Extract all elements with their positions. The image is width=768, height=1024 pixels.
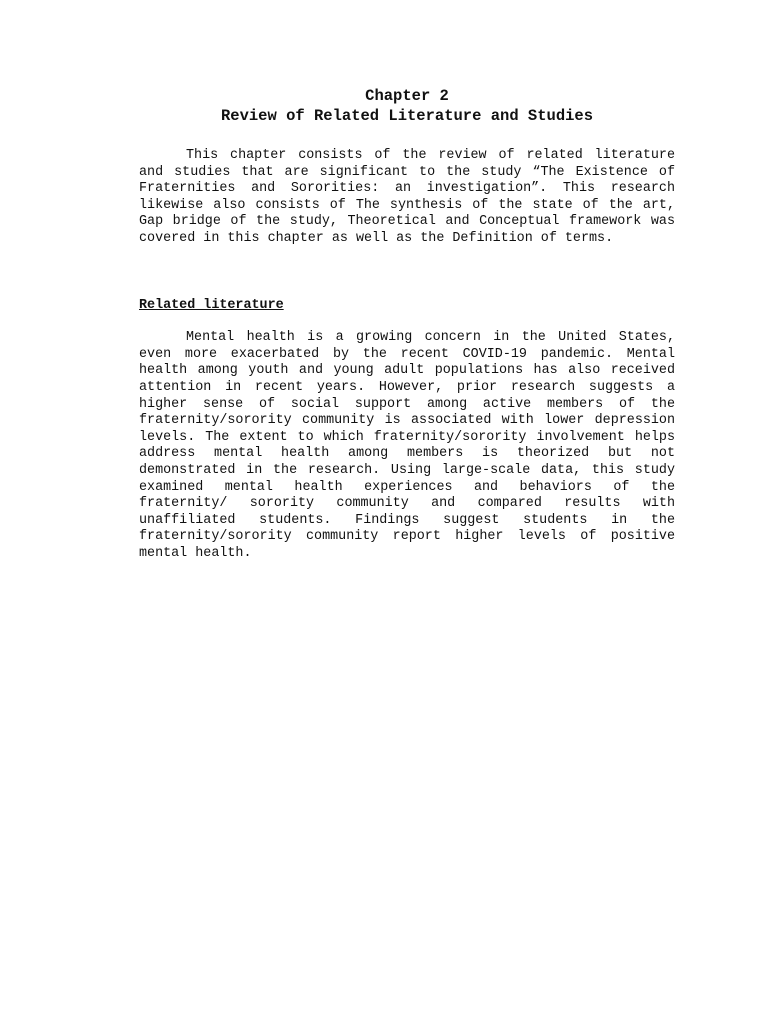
intro-paragraph: This chapter consists of the review of related literature and studies that are significant to the study “The Existence of Fraternities and Sororities: an investigation”. This research likewise also consists of The synthesis of the state of the art, Gap bridge of the study, Theoretical and Conceptual framework was covered in this chapter as well as the Definition of terms. [139, 148, 675, 246]
chapter-title: Review of Related Literature and Studies [220, 107, 594, 125]
document-page [139, 86, 675, 562]
chapter-number: Chapter 2 [365, 87, 449, 105]
related-literature-paragraph: Mental health is a growing concern in the United States, even more exacerbated by the recent COVID-19 pandemic. Mental health among youth and young adult populations has also received attention in recent years. However, prior research suggests a higher sense of social support among active members of the fraternity/sorority community is associated with lower depression levels. The extent to which fraternity/sorority involvement helps address mental health among members is theorized but not demonstrated in the research. Using large-scale data, this study examined mental health experiences and behaviors of the fraternity/ sorority community and compared results with unaffiliated students. Findings suggest students in the fraternity/sorority community report higher levels of positive mental health. [139, 330, 675, 561]
section-heading-related-literature: Related literature [139, 297, 284, 313]
